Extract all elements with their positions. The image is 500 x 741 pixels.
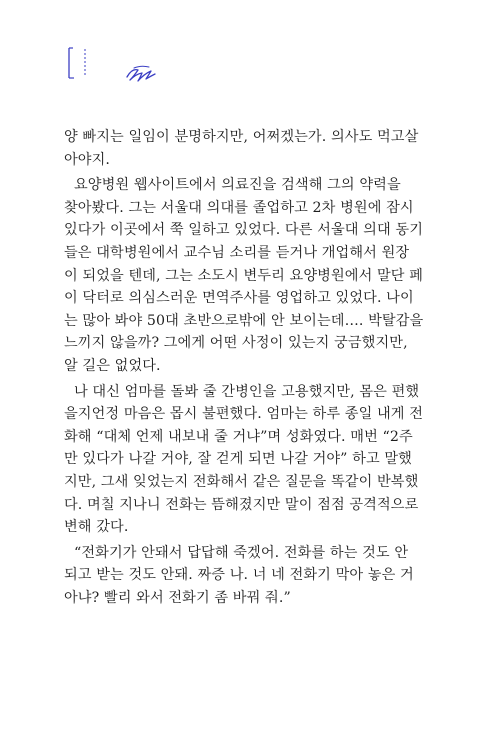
text-line: 아야지.: [64, 151, 111, 168]
text-line: 변해 갔다.: [64, 519, 129, 536]
text-line: 만 있다가 나갈 거야, 잘 걷게 되면 나갈 거야” 하고 말했: [64, 451, 412, 468]
text-line: 을지언정 마음은 몹시 불편했다. 엄마는 하루 종일 내게 전: [64, 406, 424, 423]
text-line: 알 길은 없었다.: [64, 357, 161, 374]
text-line: 요양병원 웹사이트에서 의료진을 검색해 그의 약력을: [74, 177, 401, 194]
text-line: “전화기가 안돼서 답답해 죽겠어. 전화를 하는 것도 안: [74, 544, 409, 561]
text-line: 들은 대학병원에서 교수님 소리를 듣거나 개업해서 원장: [64, 244, 410, 261]
handwritten-signature-icon: [124, 62, 158, 84]
text-line: 이 닥터로 의심스러운 면역주사를 영업하고 있었다. 나이: [64, 290, 414, 307]
text-line: 찾아봤다. 그는 서울대 의대를 졸업하고 2차 병원에 잠시: [64, 199, 414, 216]
bracket-mark-icon: [63, 46, 91, 80]
text-line: 있다가 이곳에서 쭉 일하고 있었다. 다른 서울대 의대 동기: [64, 222, 424, 239]
body-text: [64, 126, 436, 609]
paragraph: [64, 542, 436, 610]
text-line: 느끼지 않을까? 그에게 어떤 사정이 있는지 궁금했지만,: [64, 335, 408, 352]
text-line: 다. 며칠 지나니 전화는 뜸해졌지만 말이 점점 공격적으로: [64, 496, 419, 513]
text-line: 지만, 그새 잊었는지 전화해서 같은 질문을 똑같이 반복했: [64, 473, 419, 490]
text-line: 화해 “대체 언제 내보내 줄 거냐”며 성화였다. 매번 “2주: [64, 428, 413, 445]
text-line: 양 빠지는 일임이 분명하지만, 어쩌겠는가. 의사도 먹고살: [64, 129, 419, 145]
text-line: 나 대신 엄마를 돌봐 줄 간병인을 고용했지만, 몸은 편했: [74, 383, 420, 400]
text-line: 되고 받는 것도 안돼. 짜증 나. 너 네 전화기 막아 놓은 거: [64, 567, 414, 584]
paragraph: [64, 126, 436, 171]
paragraph: [64, 381, 436, 539]
text-line: 이 되었을 텐데, 그는 소도시 변두리 요양병원에서 말단 페: [64, 267, 424, 284]
paragraph: [64, 174, 436, 377]
text-line: 는 많아 봐야 50대 초반으로밖에 안 보이는데…. 박탈감을: [64, 312, 424, 329]
text-line: 아냐? 빨리 와서 전화기 좀 바꿔 줘.”: [64, 589, 291, 606]
